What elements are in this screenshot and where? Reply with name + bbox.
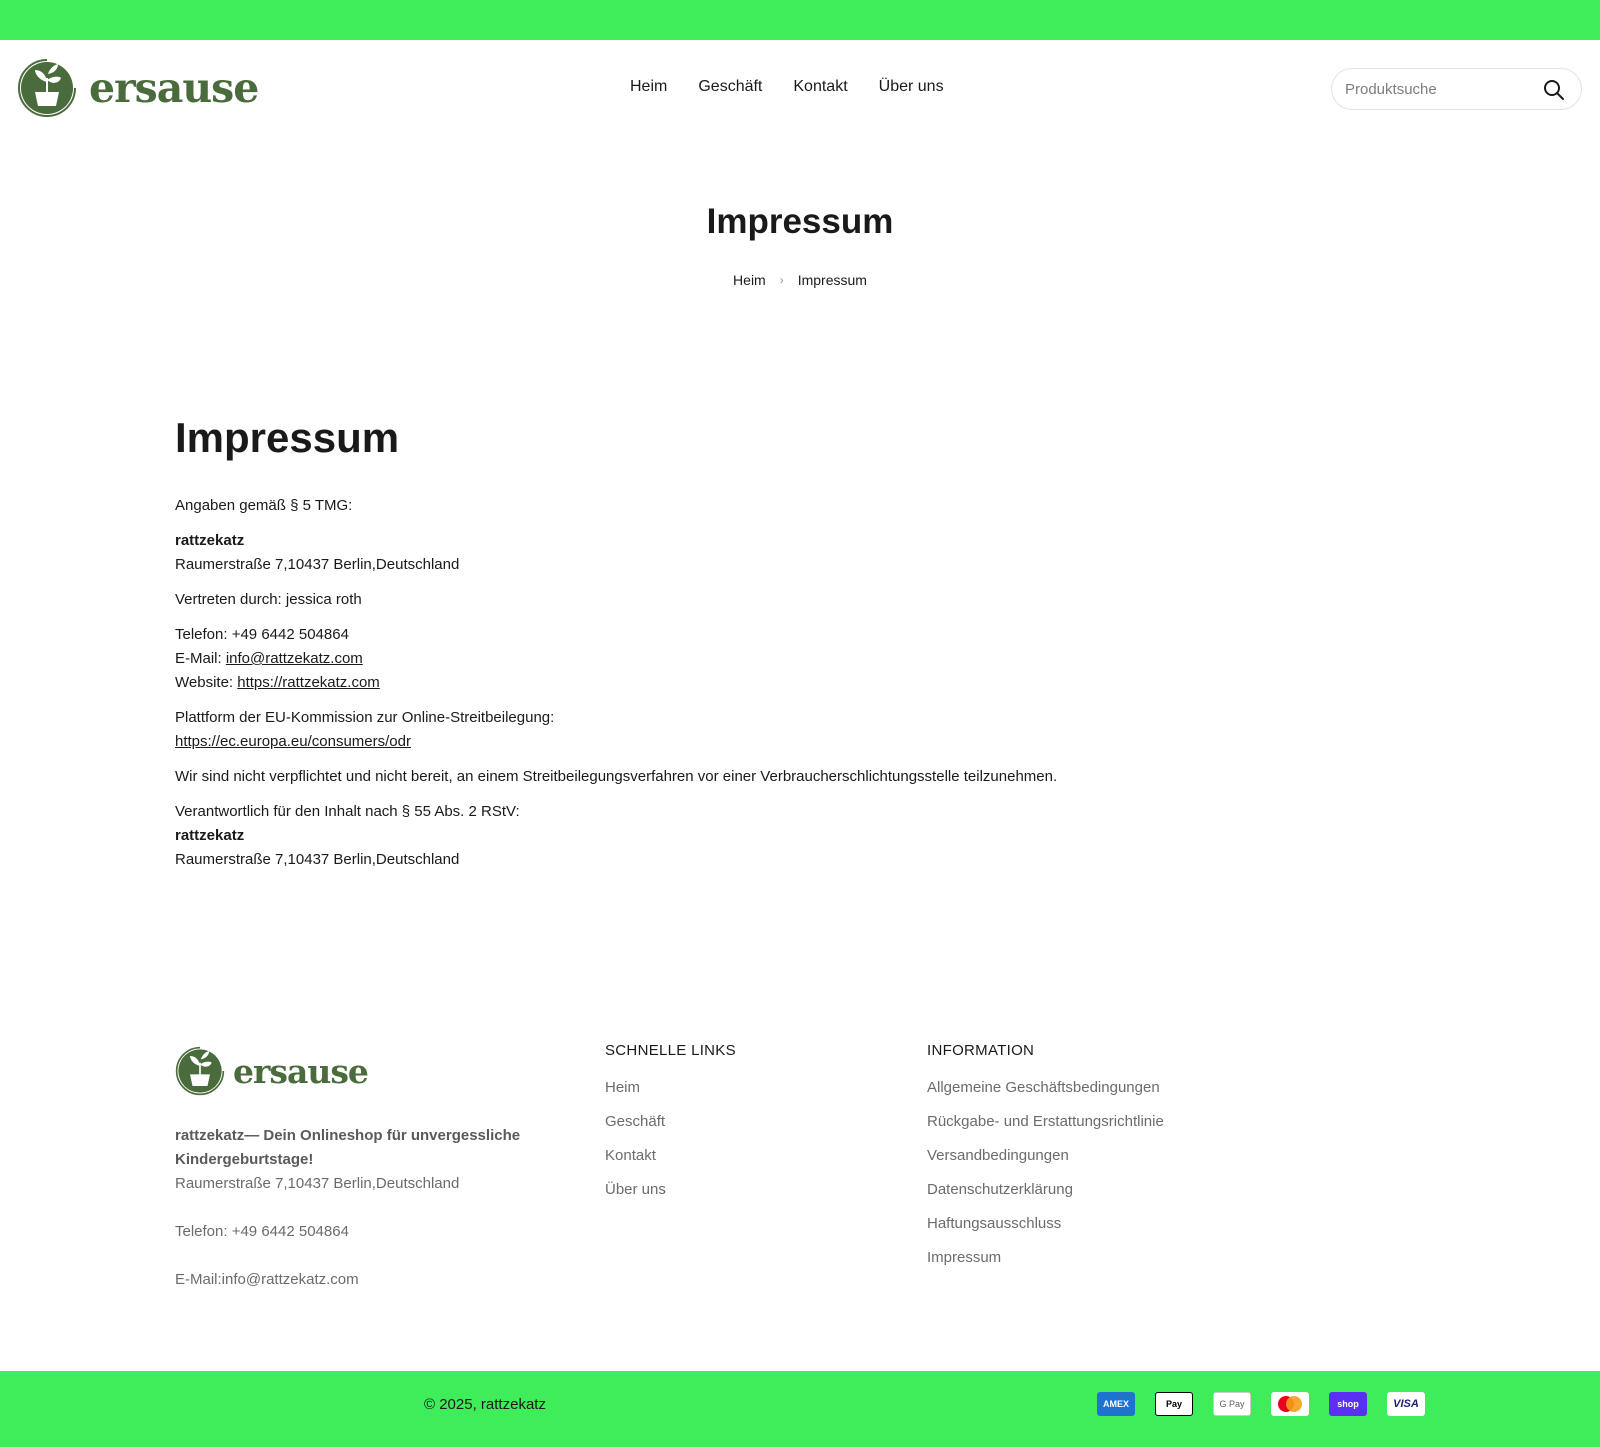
- footer-address: Raumerstraße 7,10437 Berlin,Deutschland: [175, 1175, 460, 1192]
- odr-link[interactable]: https://ec.europa.eu/consumers/odr: [175, 733, 411, 750]
- email-link[interactable]: info@rattzekatz.com: [225, 650, 363, 667]
- visa-icon: VISA: [1387, 1392, 1425, 1416]
- apple-pay-icon: Pay: [1155, 1392, 1193, 1416]
- plant-logo-icon: [17, 58, 77, 118]
- amex-icon: AMEX: [1097, 1392, 1135, 1416]
- footer-brand-name: ersause: [233, 1051, 368, 1091]
- footer-link-geschaeft[interactable]: Geschäft: [605, 1113, 666, 1130]
- footer-about-block: [175, 1124, 555, 1196]
- search-icon[interactable]: [1543, 79, 1565, 101]
- site-header: [0, 40, 1600, 140]
- footer-link-ueber-uns[interactable]: Über uns: [605, 1181, 666, 1198]
- information-title: INFORMATION: [927, 1042, 1035, 1059]
- footer-logo[interactable]: [175, 1046, 368, 1096]
- footer-link-agb[interactable]: Allgemeine Geschäftsbedingungen: [927, 1079, 1160, 1096]
- footer-link-disclaimer[interactable]: Haftungsausschluss: [927, 1215, 1062, 1232]
- intro-text: Angaben gemäß § 5 TMG:: [175, 497, 353, 514]
- responsible-block: [175, 800, 1175, 872]
- plant-logo-icon: [175, 1046, 225, 1096]
- content-heading: Impressum: [175, 414, 400, 461]
- email-label: E-Mail:: [175, 650, 226, 667]
- odr-text: Plattform der EU-Kommission zur Online-Streitbeilegung:: [175, 709, 555, 726]
- phone-text: Telefon: +49 6442 504864: [175, 626, 349, 643]
- company-block: [175, 529, 1175, 577]
- website-link[interactable]: https://rattzekatz.com: [237, 674, 380, 691]
- nav-item-heim[interactable]: Heim: [630, 78, 668, 95]
- page-title: Impressum: [706, 202, 894, 241]
- nav-item-kontakt[interactable]: Kontakt: [793, 78, 848, 95]
- company-name: rattzekatz: [175, 532, 245, 549]
- nav-item-geschaeft[interactable]: Geschäft: [698, 78, 763, 95]
- breadcrumb: [0, 272, 1600, 288]
- search-box: [1331, 68, 1582, 110]
- website-label: Website:: [175, 674, 238, 691]
- dispute-text: Wir sind nicht verpflichtet und nicht bereit, an einem Streitbeilegungsverfahren vor einer Verbraucherschlichtungsstelle teilzunehmen.: [175, 768, 1058, 785]
- impressum-content: [175, 410, 1175, 883]
- site-logo[interactable]: [17, 58, 258, 118]
- brand-name: ersause: [89, 63, 259, 112]
- footer-information: [927, 1042, 1164, 1281]
- chevron-right-icon: ›: [779, 273, 784, 287]
- announcement-bar: [0, 0, 1600, 40]
- company-address: Raumerstraße 7,10437 Berlin,Deutschland: [175, 556, 460, 573]
- odr-block: [175, 706, 1175, 754]
- google-pay-icon: G Pay: [1213, 1392, 1251, 1416]
- footer-bottom-bar: [0, 1371, 1600, 1447]
- footer-tagline: rattzekatz— Dein Onlineshop für unvergessliche Kindergeburtstage!: [175, 1127, 521, 1168]
- responsible-address: Raumerstraße 7,10437 Berlin,Deutschland: [175, 851, 460, 868]
- footer-link-refund[interactable]: Rückgabe- und Erstattungsrichtlinie: [927, 1113, 1164, 1130]
- breadcrumb-home[interactable]: Heim: [733, 272, 766, 288]
- main-nav: [630, 78, 944, 96]
- responsible-company: rattzekatz: [175, 827, 245, 844]
- quick-links-title: SCHNELLE LINKS: [605, 1042, 736, 1059]
- mastercard-icon: [1271, 1392, 1309, 1416]
- responsible-text: Verantwortlich für den Inhalt nach § 55 Abs. 2 RStV:: [175, 803, 520, 820]
- shop-pay-icon: shop: [1329, 1392, 1367, 1416]
- footer-email: E-Mail:info@rattzekatz.com: [175, 1271, 359, 1288]
- footer-about: [175, 1124, 555, 1316]
- footer-phone: Telefon: +49 6442 504864: [175, 1223, 349, 1240]
- represented-by: Vertreten durch: jessica roth: [175, 591, 362, 608]
- copyright-text: © 2025, rattzekatz: [424, 1396, 546, 1413]
- footer-link-shipping[interactable]: Versandbedingungen: [927, 1147, 1069, 1164]
- nav-item-ueber-uns[interactable]: Über uns: [878, 78, 944, 95]
- footer-link-impressum[interactable]: Impressum: [927, 1249, 1002, 1266]
- search-input[interactable]: [1345, 81, 1535, 98]
- payment-icons: [1097, 1392, 1425, 1416]
- footer-link-privacy[interactable]: Datenschutzerklärung: [927, 1181, 1073, 1198]
- footer-link-kontakt[interactable]: Kontakt: [605, 1147, 656, 1164]
- breadcrumb-current: Impressum: [797, 272, 867, 288]
- contact-block: [175, 623, 1175, 695]
- footer-quick-links: [605, 1042, 736, 1213]
- footer-link-heim[interactable]: Heim: [605, 1079, 641, 1096]
